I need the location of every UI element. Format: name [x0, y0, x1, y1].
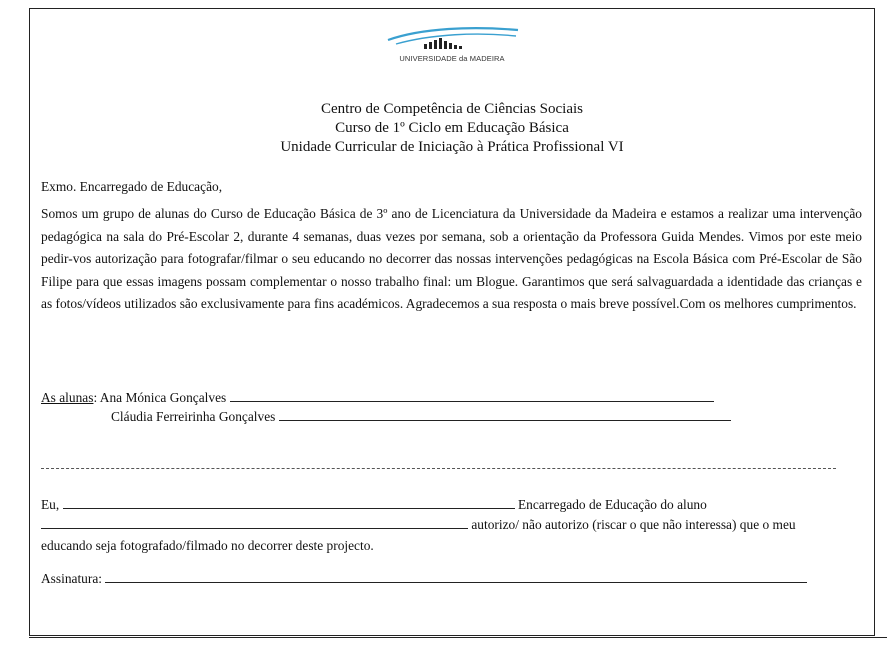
student-name-field[interactable] [41, 517, 468, 529]
university-logo [382, 22, 522, 68]
logo-text: UNIVERSIDADE da MADEIRA [399, 54, 505, 63]
student-name-1: Ana Mónica Gonçalves [99, 390, 227, 405]
signature-row [41, 571, 807, 587]
bottom-rule [29, 637, 887, 638]
greeting: Exmo. Encarregado de Educação, [41, 179, 223, 194]
cut-line [41, 468, 836, 469]
guardian-name-field[interactable] [63, 497, 515, 509]
header-line-1: Centro de Competência de Ciências Sociais [320, 101, 583, 117]
students-row-1 [41, 390, 714, 406]
header-line-2: Curso de 1º Ciclo em Educação Básica [335, 120, 569, 136]
students-row-2 [111, 409, 731, 425]
header-line-3: Unidade Curricular de Iniciação à Prática Profissional VI [280, 139, 624, 155]
students-label: As alunas [41, 390, 94, 405]
student-name-2: Cláudia Ferreirinha Gonçalves [111, 409, 276, 424]
letter-body: Somos um grupo de alunas do Curso de Educação Básica de 3º ano de Licenciatura da Universidade da Madeira e estamos a realizar uma intervenção pedagógica na sala do Pré-Escolar 2, durante 4 semanas, duas vezes por semana, sob a orientação da Professora Guida Mendes. Vimos por este meio pedir-vos autorização para fotografar/filmar o seu educando no decorrer das nossas intervenções pedagógicas na Escola Básica com Pré-Escolar de São Filipe para que essas imagens possam complementar o nosso trabalho final: um Blogue. Garantimos que será salvaguardada a identidade das crianças e as fotos/vídeos utilizados são exclusivamente para fins académicos. Agradecemos a sua resposta o mais breve possível.Com os melhores cumprimentos. [41, 206, 862, 312]
autorizo-label: autorizo/ não autorizo (riscar o que não interessa) que o meu [471, 517, 796, 532]
eu-label: Eu, [41, 497, 60, 512]
form-row-3: educando seja fotografado/filmado no decorrer deste projecto. [41, 538, 374, 553]
encarregado-label: Encarregado de Educação do aluno [517, 497, 707, 512]
assinatura-label: Assinatura: [41, 571, 102, 586]
signature-line-2[interactable] [279, 409, 731, 421]
signature-line-1[interactable] [230, 390, 714, 402]
form-row-1 [41, 497, 707, 513]
guardian-signature-field[interactable] [105, 571, 807, 583]
students-label-sep: : [93, 390, 98, 405]
form-row-2 [41, 517, 796, 533]
logo-mark-icon [382, 22, 522, 54]
